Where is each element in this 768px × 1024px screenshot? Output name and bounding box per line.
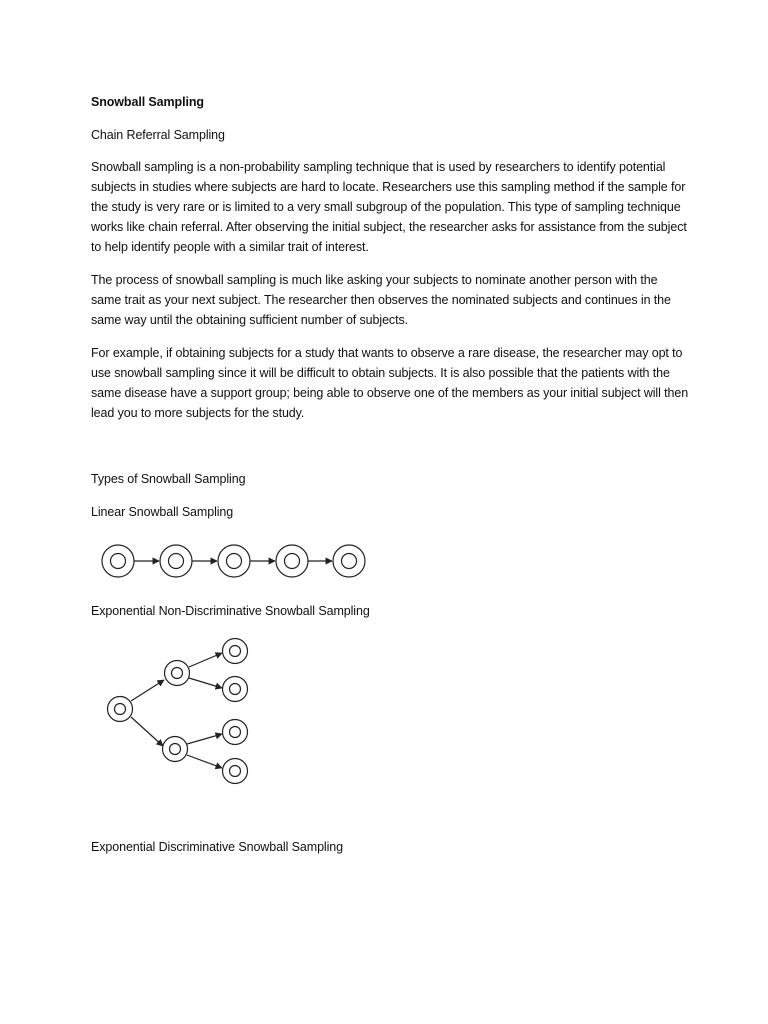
exp-disc-heading: Exponential Discriminative Snowball Sampling xyxy=(91,840,343,854)
tree-arrow-bottom-leaf3 xyxy=(187,734,222,744)
document-title: Snowball Sampling xyxy=(91,95,204,109)
tree-leaf-node-2 xyxy=(223,677,248,702)
tree-arrow-top-leaf2 xyxy=(189,678,222,688)
linear-heading: Linear Snowball Sampling xyxy=(91,505,234,519)
document-subtitle: Chain Referral Sampling xyxy=(91,128,225,142)
tree-leaf-node-1 xyxy=(223,639,248,664)
tree-root-node xyxy=(108,697,133,722)
tree-leaf-node-3 xyxy=(223,720,248,745)
types-heading: Types of Snowball Sampling xyxy=(91,472,246,486)
exp-nondisc-heading: Exponential Non-Discriminative Snowball Sampling xyxy=(91,604,370,618)
tree-level1-node-top xyxy=(165,661,190,686)
tree-level1-node-bottom xyxy=(163,737,188,762)
paragraph-1: Snowball sampling is a non-probability sampling technique that is used by researchers to identify potential subjects in studies where subjects are hard to locate. Researchers use this sampling method if the sample for the study is very rare or is limited to a very small subgroup of the population. This type of sampling technique works like chain referral. After observing the initial subject, the researcher asks for assistance from the subject to help identify people with a similar trait of interest. xyxy=(91,160,687,254)
paragraph-2: The process of snowball sampling is much like asking your subjects to nominate another person with the same trait as your next subject. The researcher then observes the nominated subjects and continues in the same way until the obtaining sufficient number of subjects. xyxy=(91,273,671,327)
tree-arrow-bottom-leaf4 xyxy=(187,755,222,768)
tree-leaf-node-4 xyxy=(223,759,248,784)
tree-arrow-root-bottom xyxy=(131,717,163,746)
tree-arrow-top-leaf1 xyxy=(189,653,222,667)
tree-arrow-root-top xyxy=(131,680,164,701)
paragraph-3: For example, if obtaining subjects for a study that wants to observe a rare disease, the researcher may opt to use snowball sampling since it will be difficult to obtain subjects. It is also possible that the patients with the same disease have a support group; being able to observe one of the members as your initial subject will then lead you to more subjects for the study. xyxy=(91,346,689,420)
